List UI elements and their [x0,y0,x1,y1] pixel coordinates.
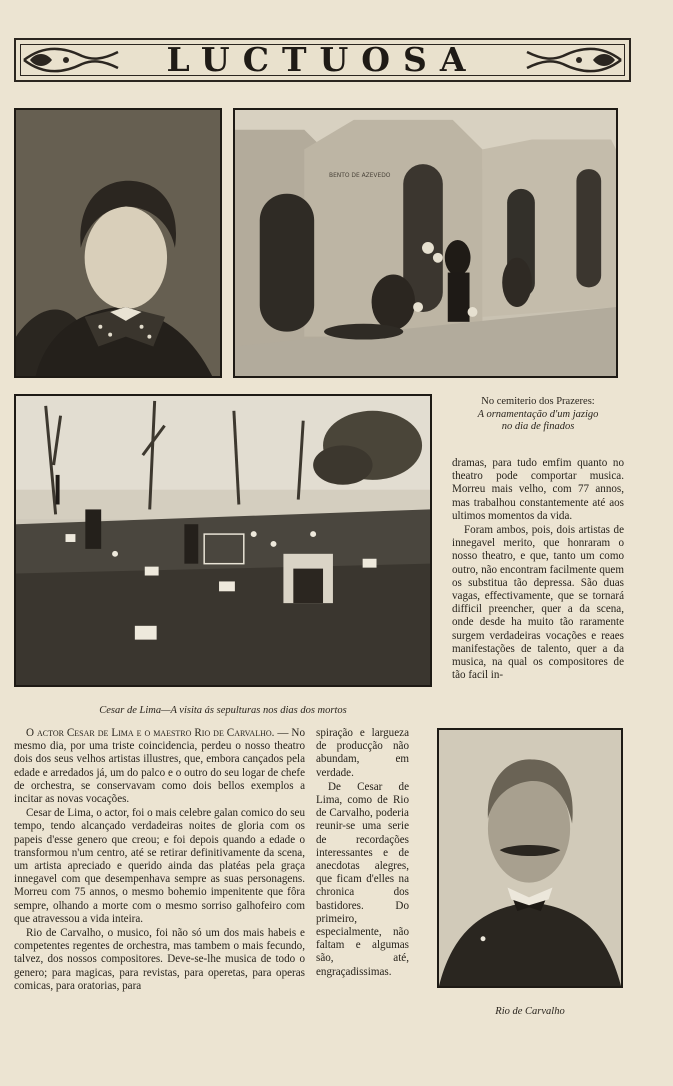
masthead-banner [14,38,631,82]
tomb-plaque-text: BENTO DE AZEVEDO [329,173,391,179]
caption-cemetery-heading: No cemiterio dos Prazeres: [481,396,595,407]
caption-portrait-rio: Rio de Carvalho [495,1006,565,1017]
caption-cemetery [445,396,631,434]
article-lead-rest: — No mesmo dia, por uma triste coincidencia, perdeu o nosso theatro dois dos seus velhos artistas illustres, que, embora cançados pela edade e arredados já, um do palco e o outro do seu logar de chefe de orchestra, se conservavam como dois bellos exemplos a incitar as novas vocações. [14,727,305,806]
left-col-paragraph-1 [14,727,305,806]
masthead-title: LUCTUOSA [166,40,479,79]
portrait-cesar-image [16,110,220,376]
photo-graves-visit [14,394,432,687]
middle-col-paragraph-1: spiração e largueza de producção não abundam, em verdade. [316,727,409,779]
portrait-cesar-de-lima [14,108,222,378]
left-col-paragraph-2: Cesar de Lima, o actor, foi o mais celebre galan comico do seu tempo, tendo alcançado verdadeiras noites de gloria com os papeis d'esse genero que creou; e foi depois quando a edade o transformou n'um centro, até se retirar definitivamente da scena, um artista apreciado e querido ainda das platéas pela graça innegavel com que desempenhava sempre as suas personagens. Morreu com 75 annos, o mesmo bohemio impenitente que fôra sempre, olhando a morte com o mesmo sorriso galhofeiro com que atravessou a vida inteira. [14,807,305,925]
portrait-rio-image [439,730,621,986]
article-lead-smallcaps: O actor Cesar de Lima e o maestro Rio de Carvalho. [26,727,275,739]
photo-cemetery-tomb [233,108,618,378]
left-col-paragraph-3: Rio de Carvalho, o musico, foi não só um dos mais habeis e competentes regentes de orchestra, mas tambem o mais fecundo, talvez, dos nossos compositores. Deve-se-lhe musica de todo o genero; para magicas, para revistas, para operetas, para operas comicas, para oratorias, para [14,927,305,992]
right-col-paragraph-1: dramas, para tudo emfim quanto no theatro pode comportar musica. Morreu mais velho, com 77 annos, mas trabalhou constantemente até aos ultimos momentos da vida. [452,457,624,522]
caption-graves-visit: Cesar de Lima—A visita ás sepulturas nos dias dos mortos [99,705,347,716]
middle-col-paragraph-2: De Cesar de Lima, como de Rio de Carvalho, poderia reunir-se uma serie de recordações interessantes e de anecdotas alegres, que ficam d'elles na chronica dos bastidores. Do primeiro, especialmente, não faltam e algumas são, até, engraçadissimas. [316,780,409,978]
graves-visit-image [16,396,430,685]
caption-cemetery-line3: no dia de finados [501,421,575,432]
portrait-rio-de-carvalho [437,728,623,988]
right-ornament-icon [523,42,623,78]
right-col-paragraph-2: Foram ambos, pois, dois artistas de innegavel merito, que honraram o nosso theatro, e que, tanto um como outro, não encontram facilmente quem os substitua tão depressa. São duas vagas, effectivamente, que se tornará difficil preencher, quer a da scena, onde desde ha muito tão raramente surgem verdadeiras vocações e reaes manifestações de talento, quer a da musica, na qual os compositores de tão facil in- [452,524,624,682]
left-column-text [14,727,305,993]
middle-column-text [316,727,409,979]
cemetery-tomb-image [235,110,616,376]
caption-cemetery-line2: A ornamentação d'um jazigo [477,408,599,420]
right-column-text [452,457,624,682]
